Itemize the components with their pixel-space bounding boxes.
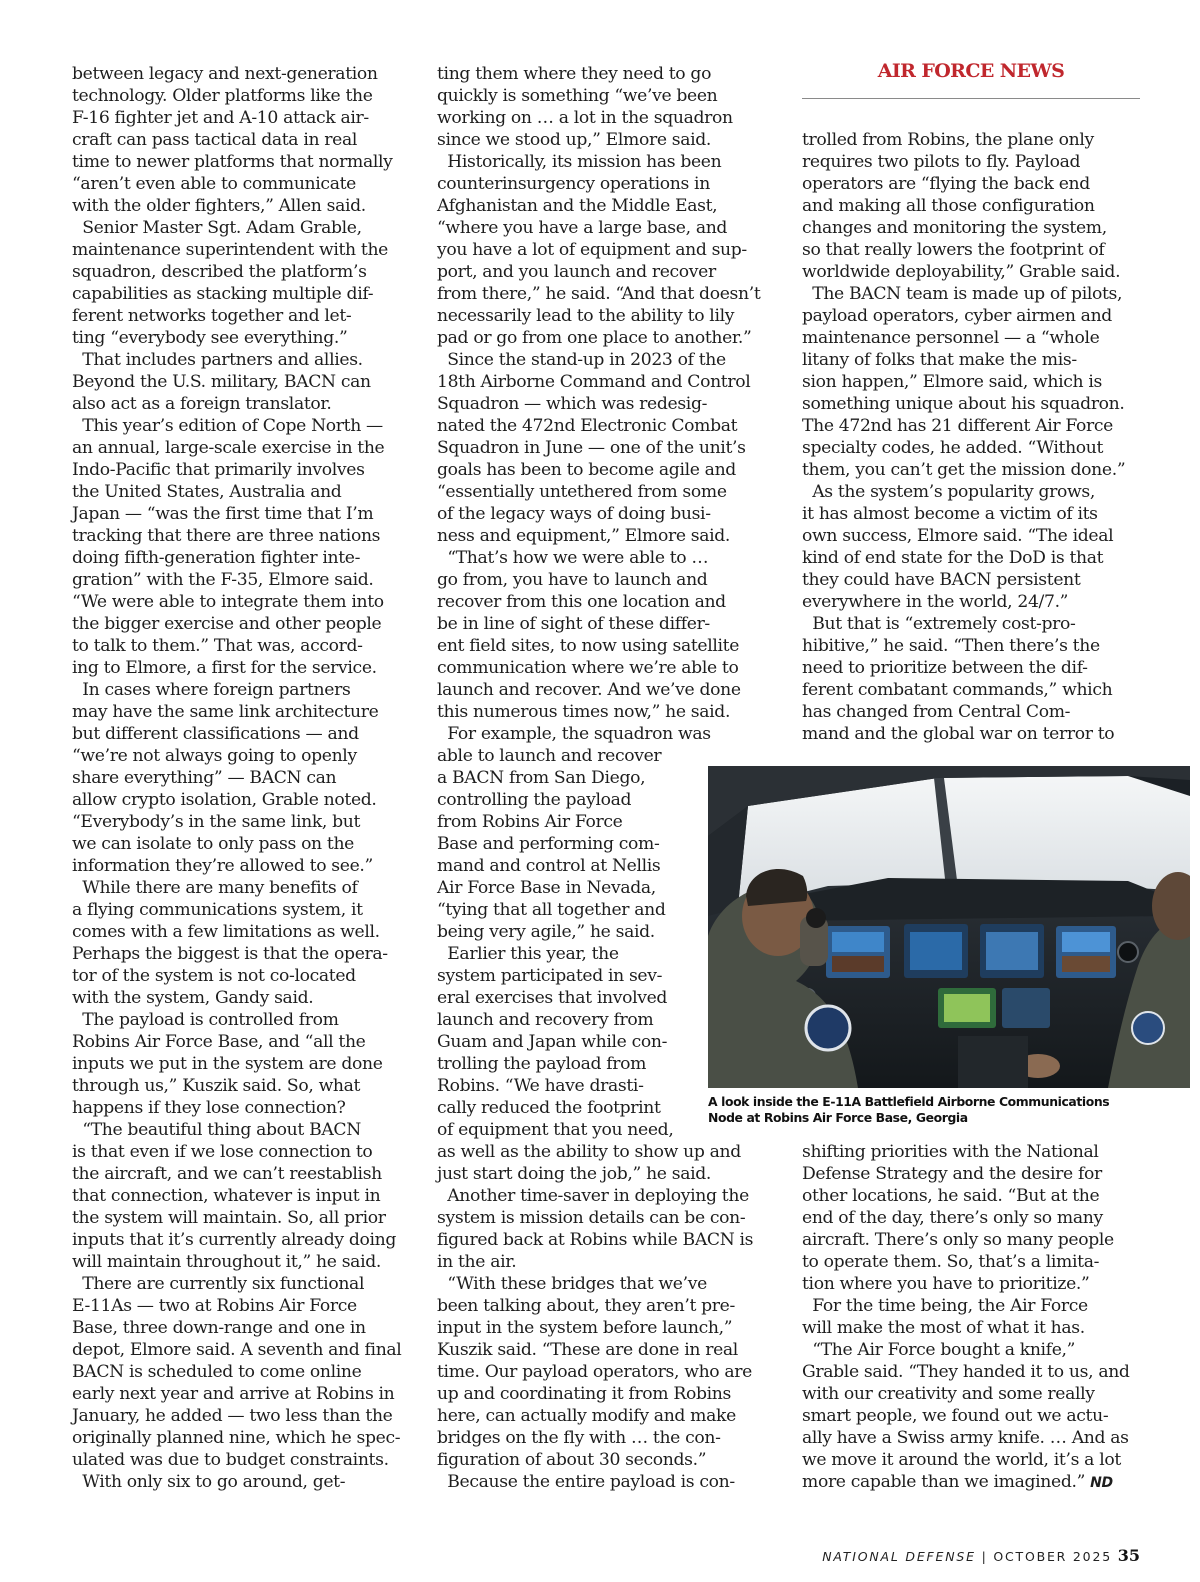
paragraph: Earlier this year, the system participated in sev- eral exercises that involved launch and recovery from Guam and Japan while con- trolling the payload from Robins. “We have drasti- cally reduced the footprint of equipment that you need, as well as the ability to show up and just start doing the job,” he said. <box>437 944 741 1184</box>
paragraph: “That’s how we were able to … go from, you have to launch and recover from this one location and be in line of sight of these differ- ent field sites, to now using satellite communication where we’re able to launch and recover. And we’ve done this numerous times now,” he said. <box>437 548 741 722</box>
paragraph: between legacy and next-generation technology. Older platforms like the F-16 fighter jet and A-10 attack air- craft can pass tactical data in real time to newer platforms that normally “aren’t even able to communicate with the older fighters,” Allen said. <box>72 64 393 216</box>
paragraph: With only six to go around, get- <box>72 1472 346 1492</box>
paragraph: As the system’s popularity grows, it has almost become a victim of its own success, Elmore said. “The ideal kind of end state for the DoD is that they could have BACN persistent everywhere in the world, 24/7.” <box>802 482 1114 612</box>
paragraph: Historically, its mission has been counterinsurgency operations in Afghanistan and the Middle East, “where you have a large base, and you have a lot of equipment and sup- port, and you launch and recover from there,” he said. “And that doesn’t necessarily lead to the ability to lily pad or go from one place to another.” <box>437 152 761 348</box>
paragraph: trolled from Robins, the plane only requires two pilots to fly. Payload operators are “flying the back end and making all those configuration changes and monitoring the system, so that really lowers the footprint of worldwide deployability,” Grable said. <box>802 130 1121 282</box>
photo-caption: A look inside the E-11A Battlefield Airborne Communications Node at Robins Air Force Base, Georgia <box>708 1094 1110 1125</box>
paragraph: The payload is controlled from Robins Air Force Base, and “all the inputs we put in the system are done through us,” Kuszik said. So, what happens if they lose connection? <box>72 1010 383 1118</box>
page-number: 35 <box>1117 1546 1140 1565</box>
paragraph: For the time being, the Air Force will make the most of what it has. <box>802 1296 1088 1338</box>
unit-patch <box>806 1006 850 1050</box>
page-footer <box>822 1546 1140 1565</box>
paragraph: shifting priorities with the National Defense Strategy and the desire for other locations, he said. “But at the end of the day, there’s only so many aircraft. There’s only so many people to operate them. So, that’s a limita- tion where you have to prioritize.” <box>802 1142 1114 1294</box>
paragraph: “The beautiful thing about BACN is that even if we lose connection to the aircraft, and we can’t reestablish that connection, whatever is input in the system will maintain. So, all prior inputs that it’s currently already doing will maintain throughout it,” he said. <box>72 1120 396 1272</box>
section-label: AIR FORCE NEWS <box>877 60 1065 82</box>
paragraph: Senior Master Sgt. Adam Grable, maintenance superintendent with the squadron, described the platform’s capabilities as stacking multiple dif- ferent networks together and let- ting “everybody see everything.” <box>72 218 388 348</box>
paragraph: ting them where they need to go quickly is something “we’ve been working on … a lot in the squadron since we stood up,” Elmore said. <box>437 64 733 150</box>
paragraph: “With these bridges that we’ve been talking about, they aren’t pre- input in the system before launch,” Kuszik said. “These are done in real time. Our payload operators, who are up and coordinating it from Robins here, can actually modify and make bridges on the fly with … the con- figuration of about 30 seconds.” <box>437 1274 752 1470</box>
paragraph: Because the entire payload is con- <box>437 1472 735 1492</box>
paragraph: That includes partners and allies. Beyond the U.S. military, BACN can also act as a foreign translator. <box>72 350 371 414</box>
cockpit-photo <box>708 766 1190 1088</box>
cockpit-illustration <box>708 766 1190 1088</box>
paragraph: There are currently six functional E-11As — two at Robins Air Force Base, three down-range and one in depot, Elmore said. A seventh and final BACN is scheduled to come online early next year and arrive at Robins in January, he added — two less than the originally planned nine, which he spec- ulated was due to budget constraints. <box>72 1274 402 1470</box>
paragraph: This year’s edition of Cope North — an annual, large-scale exercise in the Indo-Pacific that primarily involves the United States, Australia and Japan — “was the first time that I’m tracking that there are three nations doing fifth-generation fighter inte- gration” with the F-35, Elmore said. “We were able to integrate them into the bigger exercise and other people to talk to them.” That was, accord- ing to Elmore, a first for the service. <box>72 416 385 678</box>
section-divider <box>802 98 1140 99</box>
paragraph: In cases where foreign partners may have the same link architecture but different classifications — and “we’re not always going to openly share everything” — BACN can allow crypto isolation, Grable noted. “Everybody’s in the same link, but we can isolate to only pass on the information they’re allowed to see.” <box>72 680 379 876</box>
issue-date: OCTOBER 2025 <box>993 1549 1112 1564</box>
paragraph: While there are many benefits of a flying communications system, it comes with a few limitations as well. Perhaps the biggest is that the opera- tor of the system is not co-located with the system, Gandy said. <box>72 878 388 1008</box>
paragraph: Another time-saver in deploying the system is mission details can be con- figured back at Robins while BACN is in the air. <box>437 1186 754 1272</box>
footer-separator: | <box>975 1549 994 1564</box>
publication-name: NATIONAL DEFENSE <box>822 1549 976 1564</box>
paragraph: Since the stand-up in 2023 of the 18th Airborne Command and Control Squadron — which was redesig- nated the 472nd Electronic Combat Squadron in June — one of the unit’s goals has been to become agile and “essentially untethered from some of the legacy ways of doing busi- ness and equipment,” Elmore said. <box>437 350 751 546</box>
paragraph-final <box>802 1339 1130 1494</box>
paragraph-final-text: “The Air Force bought a knife,” Grable said. “They handed it to us, and with our creativity and some really smart people, we found out we actu- ally have a Swiss army knife. … And as we move it around the world, it’s a lot more capable than we imagined.” <box>802 1340 1130 1492</box>
end-mark: ND <box>1090 1475 1113 1491</box>
paragraph: For example, the squadron was able to launch and recover a BACN from San Diego, controlling the payload from Robins Air Force Base and performing com- mand and control at Nellis Air Force Base in Nevada, “tying that all together and being very agile,” he said. <box>437 724 711 942</box>
paragraph: The BACN team is made up of pilots, payload operators, cyber airmen and maintenance personnel — a “whole litany of folks that make the mis- sion happen,” Elmore said, which is something unique about his squadron. The 472nd has 21 different Air Force specialty codes, he added. “Without them, you can’t get the mission done.” <box>802 284 1126 480</box>
paragraph: But that is “extremely cost-pro- hibitive,” he said. “Then there’s the need to prioritize between the dif- ferent combatant commands,” which has changed from Central Com- mand and the global war on terror to <box>802 614 1115 744</box>
